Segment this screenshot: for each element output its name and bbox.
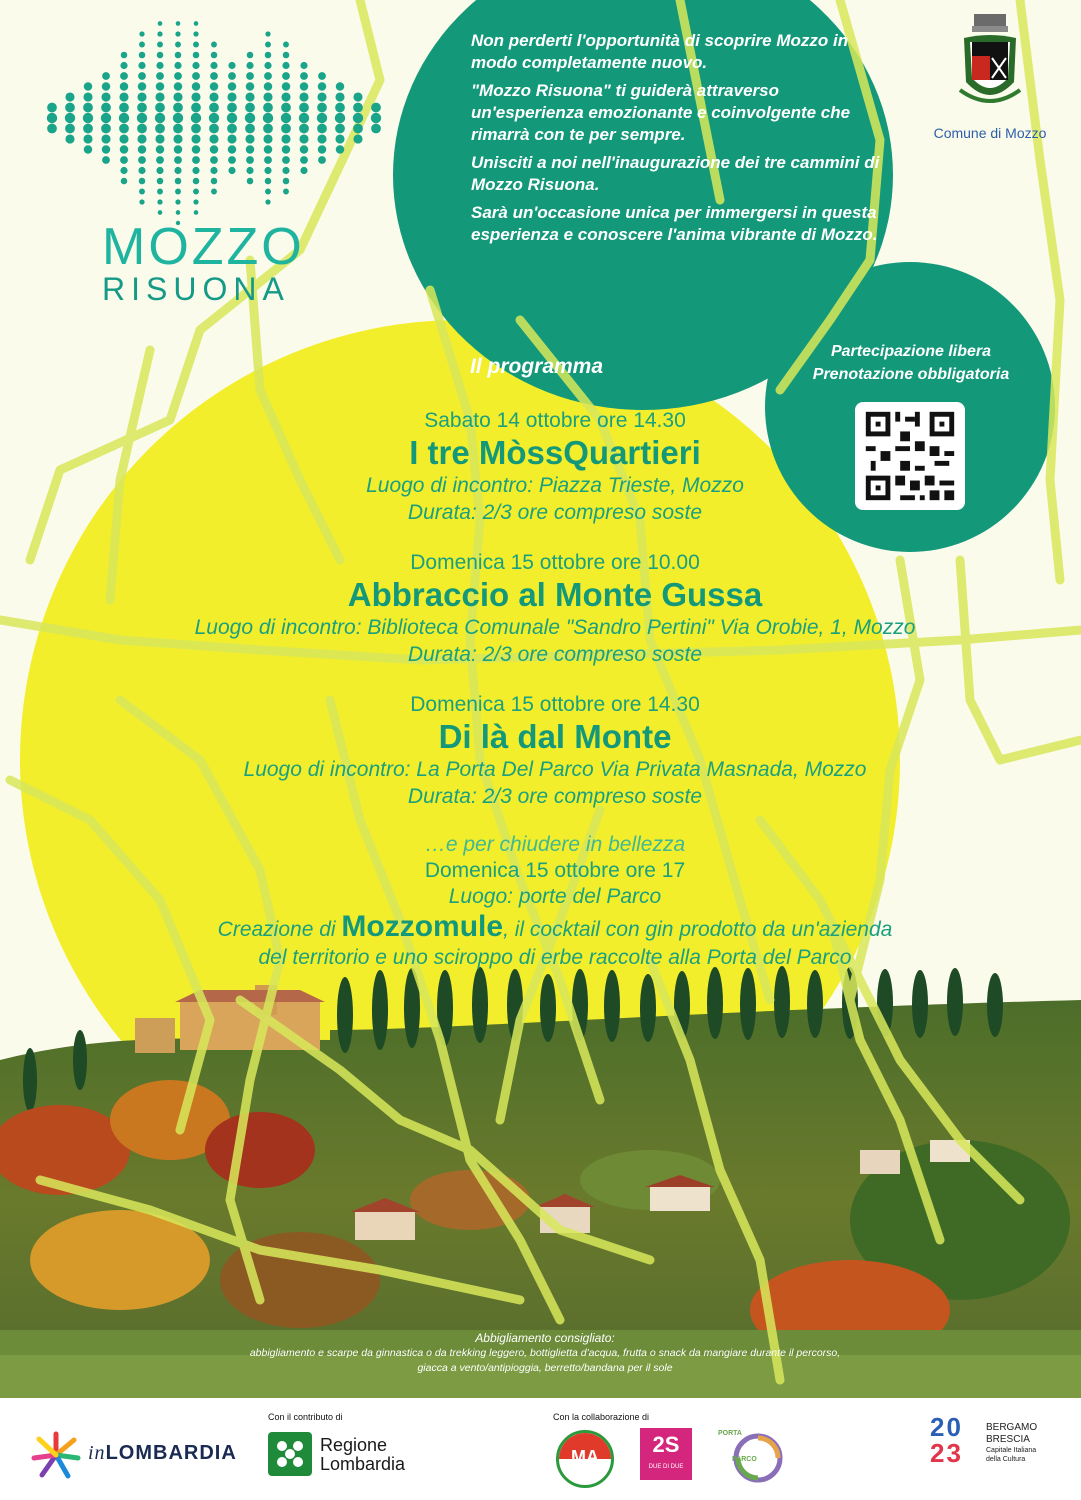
wave-dot (138, 72, 146, 80)
event-title: Abbraccio al Monte Gussa (347, 576, 763, 613)
wave-dot (335, 134, 344, 143)
regione-lombardia-logo[interactable] (268, 1430, 438, 1480)
wave-dot (299, 92, 308, 101)
wave-dot (335, 124, 345, 134)
wave-dot (191, 124, 201, 134)
wave-dot (157, 31, 162, 36)
event-duration: Durata: 2/3 ore compreso soste (407, 785, 703, 808)
capitale-tag2: della Cultura (986, 1456, 1026, 1463)
wave-dot (155, 134, 164, 143)
event-1 (40, 408, 1070, 526)
wave-dot (192, 156, 200, 164)
wave-dot (353, 124, 363, 134)
wave-dot (121, 52, 128, 59)
intro-paragraph-1: Non perderti l'opportunità di scoprire Mozzo in modo completamente nuovo. (471, 31, 849, 72)
wave-dot (192, 82, 200, 90)
wave-dot (246, 72, 254, 80)
inlombardia-name: LOMBARDIA (105, 1442, 237, 1464)
wave-dot (191, 113, 201, 123)
wave-dot (193, 189, 199, 195)
wave-dot (101, 124, 111, 134)
wave-dot (299, 124, 309, 134)
wave-dot (102, 82, 110, 90)
wave-dot (300, 72, 308, 80)
clothing-line2: giacca a vento/antipioggia, berretto/bandana per il sole (417, 1362, 673, 1374)
wave-dot (173, 124, 183, 134)
wave-dot (353, 134, 362, 143)
wave-dot (227, 103, 237, 113)
wave-dot (228, 82, 236, 90)
porta-line1: PORTA (718, 1430, 742, 1437)
wave-dot (300, 167, 307, 174)
wave-dot (192, 145, 200, 153)
wave-dot (176, 21, 181, 26)
closing-date: Domenica 15 ottobre ore 17 (424, 859, 686, 882)
closing-intro: …e per chiudere in bellezza (424, 833, 686, 856)
wave-dot (192, 72, 200, 80)
events-list (40, 408, 1070, 810)
wave-dot (156, 72, 164, 80)
wave-dot (194, 21, 199, 26)
wave-dot (209, 134, 218, 143)
wave-dot (175, 199, 180, 204)
intro-paragraph-3: Unisciti a noi nell'inaugurazione dei tre cammini di Mozzo Risuona. (471, 153, 880, 194)
wave-dot (264, 82, 272, 90)
wave-dot (101, 134, 110, 143)
closing-cocktail-line2: del territorio e uno sciroppo di erbe raccolte alla Porta del Parco (258, 946, 852, 969)
inlombardia-logo[interactable] (30, 1430, 260, 1480)
wave-dot (139, 189, 145, 195)
event-date: Domenica 15 ottobre ore 14.30 (410, 693, 700, 716)
wave-dot (281, 103, 291, 113)
wave-dot (156, 82, 164, 90)
wave-dot (102, 145, 110, 153)
wave-dot (318, 72, 326, 80)
wave-dot (265, 189, 271, 195)
wave-dot (65, 92, 74, 101)
wave-dot (174, 72, 182, 80)
wave-dot (193, 42, 199, 48)
wave-dot (157, 189, 163, 195)
wave-dot (193, 178, 200, 185)
wave-dot (245, 124, 255, 134)
capitale-city2: BRESCIA (986, 1434, 1030, 1445)
wave-dot (102, 156, 110, 164)
collab-label: Con la collaborazione di (553, 1412, 650, 1422)
contrib-label: Con il contributo di (268, 1412, 343, 1422)
wave-dot (209, 103, 219, 113)
wave-dot (210, 82, 218, 90)
wave-dot (158, 210, 163, 215)
wave-dot (263, 124, 273, 134)
wave-dot (265, 199, 270, 204)
wave-dot (335, 103, 345, 113)
wave-dot (245, 92, 254, 101)
wave-dot (173, 134, 182, 143)
intro-text (471, 30, 891, 252)
wave-dot (138, 156, 146, 164)
regione-line1: Regione (320, 1435, 388, 1455)
wave-dot (211, 42, 217, 48)
wave-dot (209, 92, 218, 101)
wave-dot (139, 178, 146, 185)
closing-post: , il cocktail con gin prodotto da un'azienda (503, 918, 893, 941)
clothing-heading: Abbigliamento consigliato: (475, 1331, 615, 1345)
wave-dot (47, 124, 57, 134)
wave-dot (191, 103, 201, 113)
wave-dot (137, 124, 147, 134)
wave-dot (282, 156, 290, 164)
closing-block (40, 832, 1070, 969)
wave-dot (353, 92, 362, 101)
wave-dot (227, 92, 236, 101)
wave-dot (174, 62, 181, 69)
wave-dot (263, 103, 273, 113)
wave-dot (210, 72, 218, 80)
wave-dot (210, 145, 218, 153)
wave-dot (283, 178, 290, 185)
due-di-due-small: DUE DI DUE (648, 1464, 684, 1470)
wave-dot (247, 52, 254, 59)
due-di-due-big: 2S (652, 1432, 680, 1457)
wave-dot (264, 62, 271, 69)
wave-dot (210, 62, 217, 69)
wave-dot (138, 62, 145, 69)
wave-dot (265, 178, 272, 185)
wave-dot (281, 124, 291, 134)
wave-dot (194, 210, 199, 215)
wave-dot (84, 145, 92, 153)
event-title: Di là dal Monte (438, 718, 672, 755)
comune-block (925, 12, 1055, 141)
wave-dot (228, 72, 236, 80)
wave-dot (281, 134, 290, 143)
wave-dot (227, 113, 237, 123)
wave-dot (264, 145, 272, 153)
wave-dot (263, 113, 273, 123)
intro-paragraph-4: Sarà un'occasione unica per immergersi in questa esperienza e conoscere l'anima vibrante di Mozzo. (471, 203, 878, 244)
wave-dot (137, 134, 146, 143)
event-place: Luogo di incontro: Biblioteca Comunale "Sandro Pertini" Via Orobie, 1, Mozzo (194, 616, 916, 639)
wave-dot (65, 134, 74, 143)
wave-dot (264, 72, 272, 80)
wave-dot (120, 156, 128, 164)
wave-dot (174, 82, 182, 90)
wave-dot (138, 82, 146, 90)
wave-dot (119, 113, 129, 123)
porta-line2: PARCO (732, 1456, 757, 1463)
wave-dot (300, 82, 308, 90)
wave-dot (192, 62, 199, 69)
wave-dot (335, 92, 344, 101)
year-top: 20 (930, 1412, 963, 1442)
wave-dot (155, 103, 165, 113)
event-date: Sabato 14 ottobre ore 14.30 (424, 409, 686, 432)
wave-dot (318, 145, 326, 153)
program-heading: Il programma (470, 355, 604, 378)
wave-dot (228, 62, 235, 69)
wave-dot (300, 62, 307, 69)
wave-dot (173, 92, 182, 101)
wave-dot (47, 103, 57, 113)
wave-dot (101, 92, 110, 101)
event-place: Luogo di incontro: Piazza Trieste, Mozzo (366, 474, 744, 497)
wave-dot (139, 42, 145, 48)
wave-dot (156, 145, 164, 153)
wave-dot (246, 156, 254, 164)
wave-dot (283, 52, 290, 59)
regione-text (320, 1436, 405, 1474)
wave-dot (209, 113, 219, 123)
wave-dot (174, 145, 182, 153)
wave-dot (246, 145, 254, 153)
wave-dot (318, 156, 326, 164)
wave-dot (120, 82, 128, 90)
wave-dot (193, 52, 200, 59)
inlombardia-text (88, 1442, 237, 1465)
wave-dot (84, 82, 92, 90)
logo-line2: RISUONA (102, 271, 290, 307)
wave-dot (371, 103, 381, 113)
wave-dot (353, 103, 363, 113)
wave-dot (156, 156, 164, 164)
due-di-due-logo[interactable] (640, 1428, 692, 1480)
wave-dot (211, 189, 217, 195)
wave-dot (137, 113, 147, 123)
wave-dot (299, 103, 309, 113)
wave-dot (246, 167, 253, 174)
inlombardia-in: in (88, 1442, 106, 1464)
wave-dot (353, 113, 363, 123)
wave-dot (317, 134, 326, 143)
wave-dot (299, 134, 308, 143)
wave-dot (83, 134, 92, 143)
wave-dot (65, 103, 75, 113)
event-date: Domenica 15 ottobre ore 10.00 (410, 551, 700, 574)
wave-dot (120, 62, 127, 69)
wave-dot (265, 42, 271, 48)
wave-dot (158, 21, 163, 26)
wave-dot (65, 124, 75, 134)
sound-wave-logo-icon (40, 18, 390, 228)
wave-dot (227, 134, 236, 143)
coat-of-arms-icon (952, 12, 1028, 120)
wave-dot (282, 167, 289, 174)
wave-dot (119, 124, 129, 134)
wave-dot (317, 103, 327, 113)
wave-dot (264, 167, 271, 174)
wave-dot (173, 103, 183, 113)
wave-dot (228, 167, 235, 174)
wave-dot (83, 124, 93, 134)
wave-dot (119, 103, 129, 113)
wave-dot (83, 92, 92, 101)
wave-dot (192, 167, 199, 174)
regione-line2: Lombardia (320, 1454, 406, 1474)
wave-dot (191, 134, 200, 143)
wave-dot (120, 72, 128, 80)
wave-dot (228, 156, 236, 164)
wave-dot (335, 113, 345, 123)
wave-dot (193, 199, 198, 204)
event-duration: Durata: 2/3 ore compreso soste (407, 501, 703, 524)
wave-dot (263, 134, 272, 143)
mana-text: MA (571, 1447, 599, 1467)
wave-dot (317, 124, 327, 134)
capitale-tag1: Capitale Italiana (986, 1447, 1037, 1454)
wave-dot (156, 62, 163, 69)
wave-dot (101, 103, 111, 113)
closing-pre: Creazione di (217, 918, 336, 941)
wave-dot (157, 52, 164, 59)
wave-dot (138, 145, 146, 153)
wave-dot (371, 124, 381, 134)
event-2 (40, 550, 1070, 668)
closing-place: Luogo: porte del Parco (448, 885, 662, 908)
wave-dot (300, 156, 308, 164)
event-duration: Durata: 2/3 ore compreso soste (407, 643, 703, 666)
inlombardia-star-icon (30, 1430, 82, 1480)
wave-dot (282, 62, 289, 69)
registration-block (780, 340, 1042, 386)
intro-paragraph-2: "Mozzo Risuona" ti guiderà attraverso un'esperienza emozionante e coinvolgente che rimarrà con te per sempre. (471, 81, 851, 144)
wave-dot (282, 72, 290, 80)
wave-dot (175, 189, 181, 195)
wave-dot (210, 167, 217, 174)
event-3 (40, 692, 1070, 810)
wave-dot (174, 167, 181, 174)
wave-dot (138, 167, 145, 174)
event-title: I tre MòssQuartieri (409, 434, 701, 471)
wave-dot (300, 145, 308, 153)
capitale-text (986, 1422, 1037, 1464)
wave-dot (119, 92, 128, 101)
wave-dot (209, 124, 219, 134)
wave-dot (83, 113, 93, 123)
wave-dot (139, 31, 144, 36)
wave-dot (299, 113, 309, 123)
wave-dot (283, 42, 289, 48)
capitale-cultura-logo[interactable] (930, 1414, 1070, 1484)
wave-dot (102, 72, 110, 80)
porta-del-parco-logo[interactable] (718, 1426, 788, 1486)
wave-dot (120, 145, 128, 153)
wave-dot (263, 92, 272, 101)
wave-dot (175, 52, 182, 59)
clothing-line1: abbigliamento e scarpe da ginnastica o da trekking leggero, bottiglietta d'acqua, frutta o snack da mangiare durante il percorso, (249, 1347, 841, 1359)
wave-dot (371, 113, 381, 123)
wave-dot (245, 103, 255, 113)
wave-dot (211, 178, 218, 185)
wave-dot (101, 113, 111, 123)
wave-dot (246, 82, 254, 90)
wave-dot (137, 92, 146, 101)
registration-line2: Prenotazione obbligatoria (812, 366, 1010, 383)
logo-wordmark (102, 218, 312, 307)
wave-dot (265, 52, 272, 59)
wave-dot (211, 52, 218, 59)
wave-dot (318, 82, 326, 90)
wave-dot (155, 92, 164, 101)
wave-dot (121, 178, 128, 185)
wave-dot (281, 113, 291, 123)
wave-dot (175, 31, 180, 36)
capitale-city1: BERGAMO (986, 1422, 1038, 1433)
wave-dot (155, 124, 165, 134)
wave-dot (246, 62, 253, 69)
wave-dot (176, 210, 181, 215)
cocktail-name: Mozzomule (341, 910, 504, 943)
wave-dot (282, 82, 290, 90)
wave-dot (157, 42, 163, 48)
wave-dot (245, 134, 254, 143)
wave-dot (264, 156, 272, 164)
wave-dot (191, 92, 200, 101)
wave-dot (283, 189, 289, 195)
event-place: Luogo di incontro: La Porta Del Parco Via Privata Masnada, Mozzo (243, 758, 867, 781)
wave-dot (139, 52, 146, 59)
wave-dot (156, 167, 163, 174)
sponsor-footer (0, 1398, 1081, 1500)
logo-line1: MOZZO (102, 218, 305, 276)
wave-dot (137, 103, 147, 113)
wave-dot (174, 156, 182, 164)
year-bottom: 23 (930, 1438, 963, 1468)
wave-dot (139, 199, 144, 204)
wave-dot (281, 92, 290, 101)
comune-label: Comune di Mozzo (933, 125, 1047, 141)
wave-dot (155, 113, 165, 123)
wave-dot (173, 113, 183, 123)
wave-dot (83, 103, 93, 113)
wave-dot (228, 145, 236, 153)
clothing-advice (120, 1330, 970, 1376)
wave-dot (157, 178, 164, 185)
regione-cross-icon (268, 1432, 312, 1476)
wave-dot (193, 31, 198, 36)
mana-logo[interactable] (556, 1430, 614, 1488)
wave-dot (175, 178, 182, 185)
wave-dot (282, 145, 290, 153)
wave-dot (210, 156, 218, 164)
wave-dot (47, 113, 57, 123)
wave-dot (247, 178, 254, 185)
wave-dot (336, 145, 344, 153)
wave-dot (336, 82, 344, 90)
wave-dot (119, 134, 128, 143)
wave-dot (65, 113, 75, 123)
closing-cocktail-line1 (40, 910, 1070, 947)
wave-dot (120, 167, 127, 174)
wave-dot (227, 124, 237, 134)
registration-line1: Partecipazione libera (830, 343, 992, 360)
wave-dot (317, 92, 326, 101)
wave-dot (245, 113, 255, 123)
wave-dot (317, 113, 327, 123)
wave-dot (265, 31, 270, 36)
wave-dot (157, 199, 162, 204)
rose-cross-icon (268, 1432, 312, 1476)
wave-dot (175, 42, 181, 48)
